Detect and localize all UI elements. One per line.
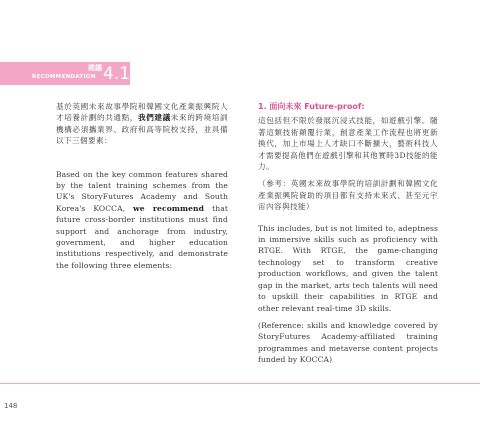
right-reference-cn: （參考：英國未來故事學院的培訓計劃和韓國文化產業振興院資助的項目都有支持未來式、甚至元宇宙內容與技能） [258,179,438,212]
page-number: 148 [4,402,18,410]
footer-divider [0,383,480,384]
section-label-cn: 建議 [88,64,102,72]
left-en-text-1: Based on the key common features shared by the talent training schemes from the UK's StoryFutures Academy and South Korea's KOCCA, [56,169,228,213]
right-reference-en: (Reference: skills and knowledge covered by StoryFutures Academy-affiliated training programmes and metaverse content projects funded by KOCCA) [258,320,438,365]
left-cn-bold: 我們建議 [138,113,171,123]
point-heading [258,101,438,112]
left-cn-text-2: 未來的跨境培訓機構必須攜業界、政府和高等院校支持，並具備以下三個要素： [56,113,228,146]
section-number: 4.1 [103,64,131,84]
left-cn-text-1: 基於英國未來故事學院和韓國文化產業振興院人才培養計劃的共通點， [56,102,228,123]
section-label-en: RECOMMENDATION [32,74,96,80]
right-column [258,101,438,366]
left-en-text-2: that future cross-border institutions must find support and anchorage from industry, government, and higher education institutions respectively, and demonstrate the following three elements: [56,203,228,270]
point-heading-cn: 面向未來 [269,102,302,111]
right-paragraph-en: This includes, but is not limited to, adeptness in immersive skills such as proficiency with RTGE. With RTGE, the game-changing technology set to transform creative production workflows, and given the talent gap in the market, arts tech talents will need to upskill their capabilities in RTGE and other relevant real-time 3D skills. [258,223,438,313]
right-paragraph-cn: 這包括但不限於發展沉浸式技能，如遊戲引擎。隨著這類技術顛覆行業，創意產業工作流程也將更新換代，加上市場上人才缺口不斷擴大，藝術科技人才需要提高他們在遊戲引擎和其他實時3D技能的能力。 [258,116,438,172]
left-paragraph-cn [56,101,228,147]
point-heading-en: Future-proof: [304,102,365,111]
left-column [56,101,228,271]
left-en-bold: we recommend [133,203,205,213]
point-number: 1. [258,102,267,111]
left-paragraph-en [56,169,228,272]
